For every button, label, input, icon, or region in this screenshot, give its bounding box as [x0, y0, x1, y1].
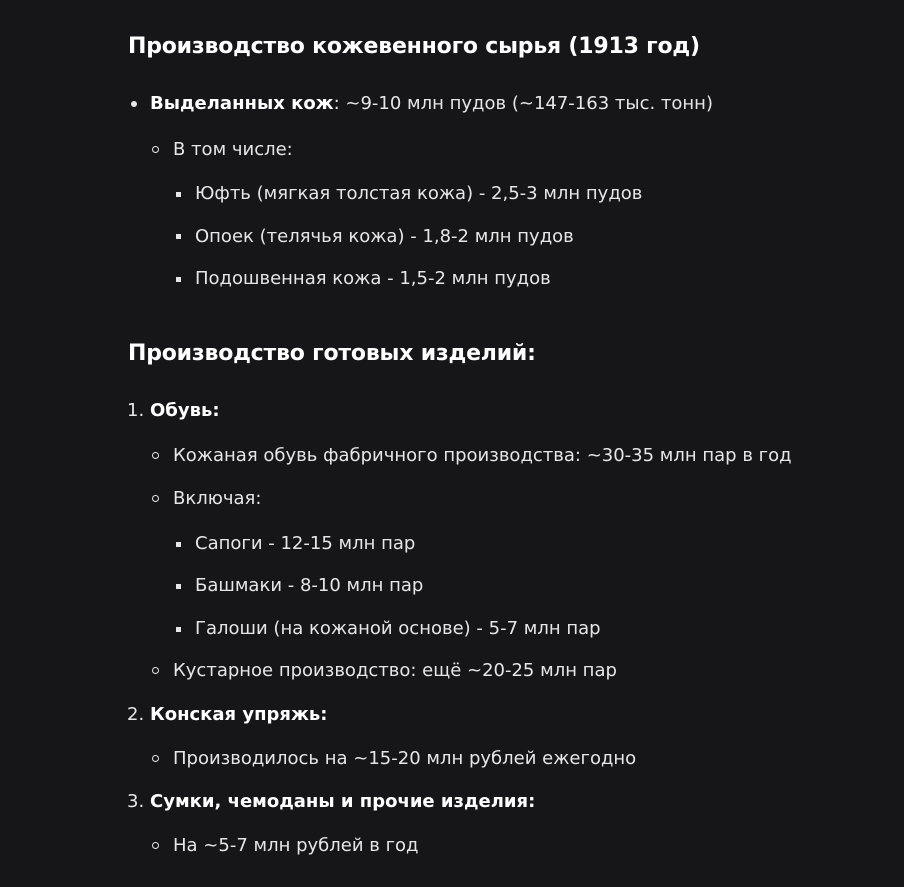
list-item-harness: [150, 704, 327, 726]
list-item-footwear: [150, 400, 220, 422]
list-item-factory-footwear: Кожаная обувь фабричного производства: ~30-35 млн пар в год: [173, 445, 792, 466]
list-number: 2.: [127, 704, 145, 725]
list-item-type: Опоек (телячья кожа) - 1,8-2 млн пудов: [195, 226, 574, 247]
list-item-including: В том числе:: [173, 139, 293, 160]
list-item-bags-value: На ~5-7 млн рублей в год: [173, 835, 419, 856]
list-item-label: Сумки, чемоданы и прочие изделия:: [150, 791, 536, 812]
list-item-harness-value: Производилось на ~15-20 млн рублей ежегодно: [173, 748, 637, 769]
bullet-circle: [152, 842, 159, 849]
list-item-footwear-type: Башмаки - 8-10 млн пар: [195, 575, 424, 596]
list-item-handicraft: Кустарное производство: ещё ~20-25 млн пар: [173, 660, 617, 681]
bullet-square: [176, 584, 181, 589]
list-item-text: : ~9-10 млн пудов (~147-163 тыс. тонн): [333, 93, 713, 114]
list-item-label: Обувь:: [150, 400, 220, 421]
bullet-circle: [152, 146, 159, 153]
list-item-label: Выделанных кож: [150, 93, 334, 114]
bullet-square: [176, 627, 181, 632]
list-item-including: Включая:: [173, 488, 262, 509]
bullet-square: [176, 277, 181, 282]
list-item-leather: [150, 93, 713, 115]
bullet-circle: [152, 452, 159, 459]
bullet-disc: [131, 101, 137, 107]
bullet-square: [176, 542, 181, 547]
bullet-square: [176, 234, 181, 239]
list-item-footwear-type: Сапоги - 12-15 млн пар: [195, 533, 416, 554]
list-item-type: Юфть (мягкая толстая кожа) - 2,5-3 млн пудов: [195, 183, 643, 204]
list-item-label: Конская упряжь:: [150, 704, 328, 725]
bullet-circle: [152, 755, 159, 762]
bullet-circle: [152, 495, 159, 502]
section-heading-finished-goods: Производство готовых изделий:: [128, 341, 536, 366]
bullet-square: [176, 192, 181, 197]
list-item-type: Подошвенная кожа - 1,5-2 млн пудов: [195, 268, 551, 289]
bullet-circle: [152, 667, 159, 674]
section-heading-raw-materials: Производство кожевенного сырья (1913 год): [128, 34, 700, 59]
list-item-footwear-type: Галоши (на кожаной основе) - 5-7 млн пар: [195, 618, 601, 639]
list-item-bags: [150, 791, 535, 813]
list-number: 3.: [127, 791, 145, 812]
list-number: 1.: [127, 400, 145, 421]
